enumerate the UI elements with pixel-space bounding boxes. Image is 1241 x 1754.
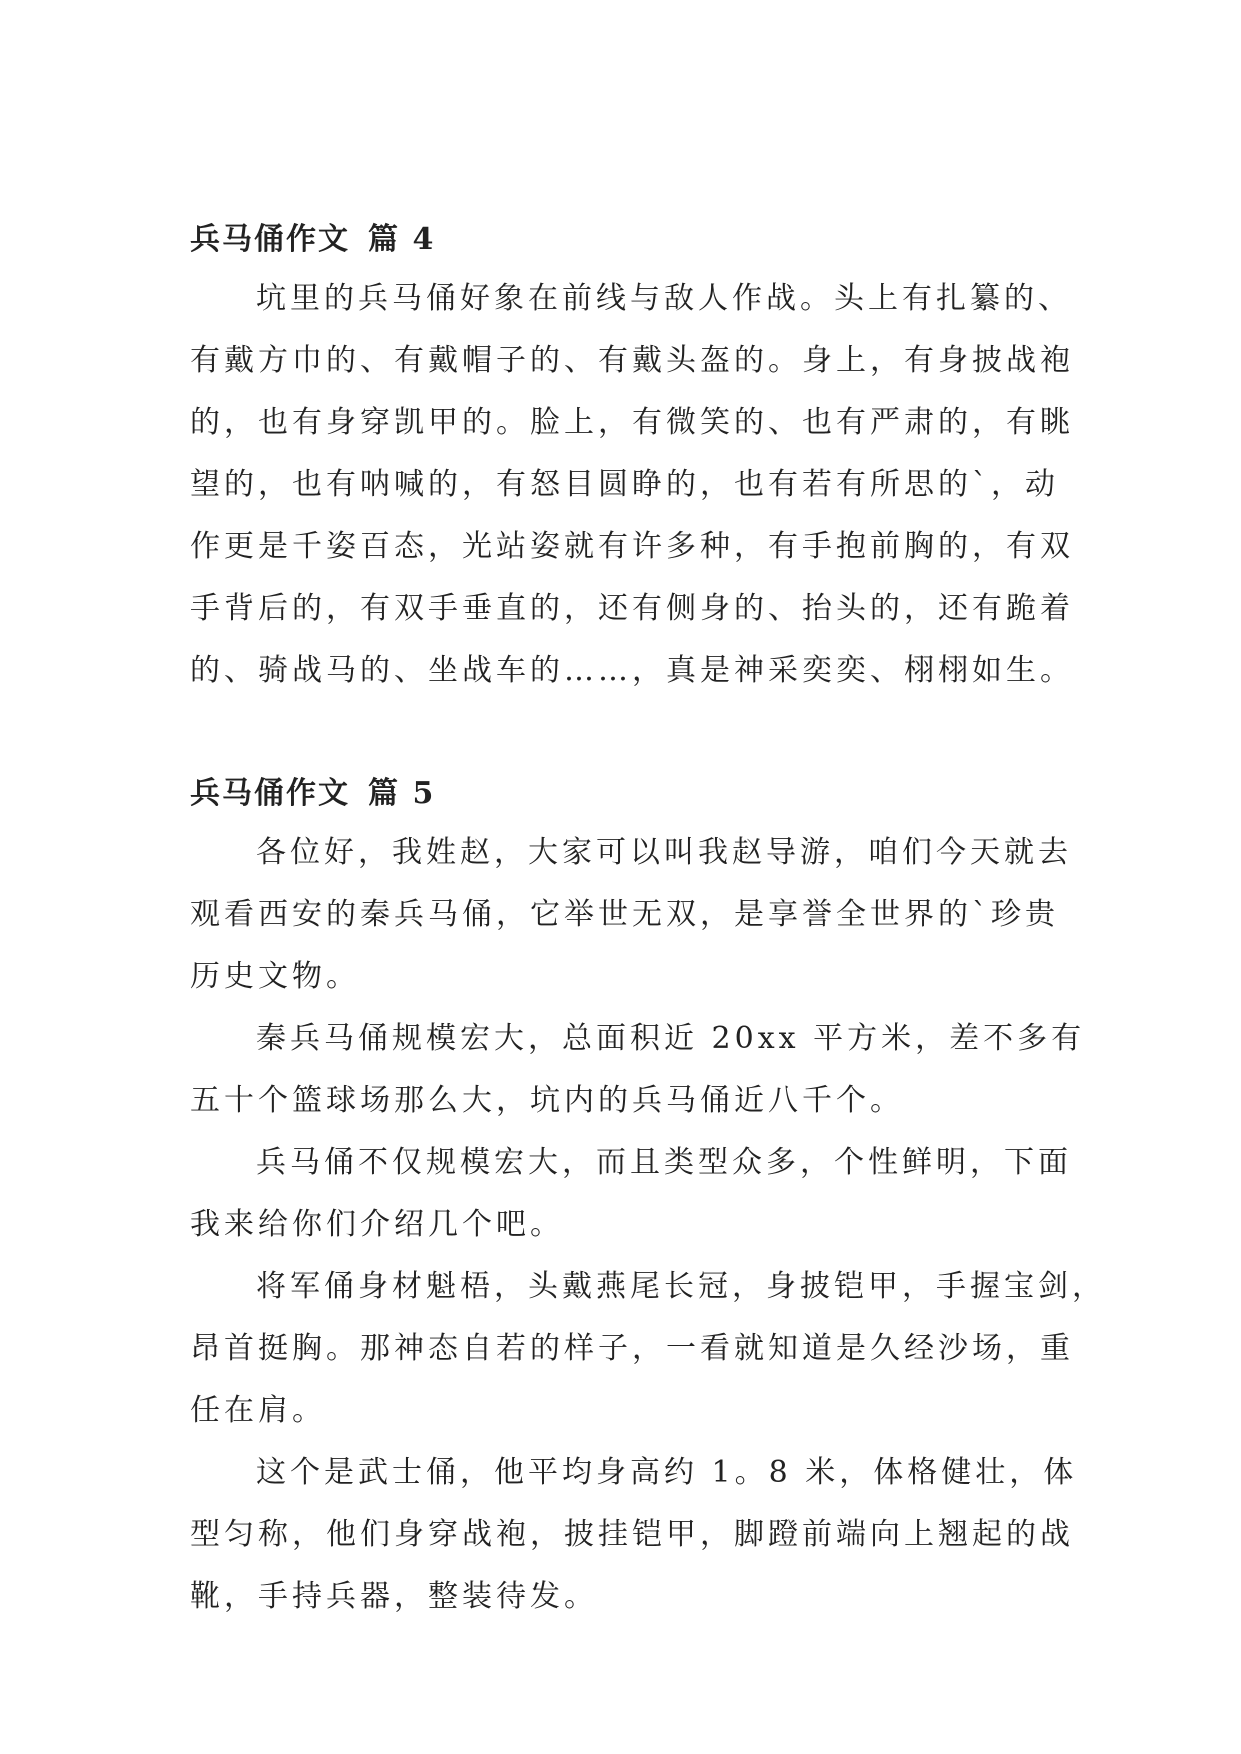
text-line: 坑里的兵马俑好象在前线与敌人作战。头上有扎纂的、 xyxy=(256,281,1072,316)
text-line: 昂首挺胸。那神态自若的样子，一看就知道是久经沙场，重 xyxy=(190,1331,1074,1366)
text-line: 有戴方巾的、有戴帽子的、有戴头盔的。身上，有身披战袍 xyxy=(190,343,1074,378)
paragraph xyxy=(190,1442,1078,1628)
text-line: 靴，手持兵器，整装待发。 xyxy=(190,1579,598,1614)
text-line: 五十个篮球场那么大，坑内的兵马俑近八千个。 xyxy=(190,1083,904,1118)
text-line: 观看西安的秦兵马俑，它举世无双，是享誉全世界的`珍贵 xyxy=(190,897,1059,932)
section-number: 篇 4 xyxy=(368,222,436,257)
paragraph xyxy=(190,1256,1106,1442)
text-line: 兵马俑不仅规模宏大，而且类型众多，个性鲜明，下面 xyxy=(256,1145,1072,1180)
text-line: 将军俑身材魁梧，头戴燕尾长冠，身披铠甲，手握宝剑， xyxy=(256,1269,1106,1304)
section-heading xyxy=(190,766,1060,822)
section-title: 兵马俑作文 xyxy=(190,222,350,257)
text-line: 任在肩。 xyxy=(190,1393,326,1428)
section-number: 篇 5 xyxy=(368,776,436,811)
essay-section-4 xyxy=(190,212,1074,702)
text-line: 历史文物。 xyxy=(190,959,360,994)
text-line: 手背后的，有双手垂直的，还有侧身的、抬头的，还有跪着 xyxy=(190,591,1074,626)
paragraph xyxy=(190,822,1072,1008)
text-line: 型匀称，他们身穿战袍，披挂铠甲，脚蹬前端向上翘起的战 xyxy=(190,1517,1074,1552)
section-heading xyxy=(190,212,1060,268)
text-line: 的、骑战马的、坐战车的……，真是神采奕奕、栩栩如生。 xyxy=(190,653,1074,688)
text-line: 的，也有身穿凯甲的。脸上，有微笑的、也有严肃的，有眺 xyxy=(190,405,1074,440)
text-line: 各位好，我姓赵，大家可以叫我赵导游，咱们今天就去 xyxy=(256,835,1072,870)
text-line: 我来给你们介绍几个吧。 xyxy=(190,1207,564,1242)
section-title: 兵马俑作文 xyxy=(190,776,350,811)
text-line: 这个是武士俑，他平均身高约 1。8 米，体格健壮，体 xyxy=(256,1455,1078,1490)
paragraph xyxy=(190,268,1074,702)
document-body xyxy=(190,212,1106,1692)
text-line: 秦兵马俑规模宏大，总面积近 20xx 平方米，差不多有 xyxy=(256,1021,1086,1056)
text-line: 望的，也有呐喊的，有怒目圆睁的，也有若有所思的`，动 xyxy=(190,467,1059,502)
essay-section-5 xyxy=(190,766,1106,1628)
paragraph xyxy=(190,1008,1086,1132)
paragraph xyxy=(190,1132,1072,1256)
text-line: 作更是千姿百态，光站姿就有许多种，有手抱前胸的，有双 xyxy=(190,529,1074,564)
